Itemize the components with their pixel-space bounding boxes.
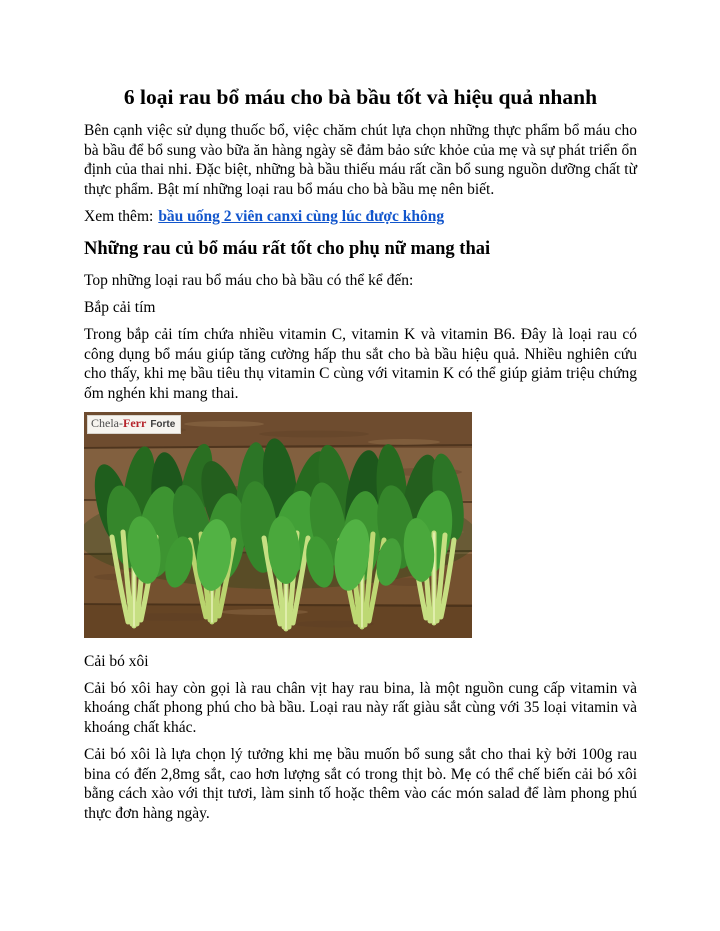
watermark-prefix: Chela- [91, 416, 123, 430]
watermark-label [87, 415, 181, 434]
section-heading: Những rau củ bổ máu rất tốt cho phụ nữ mang thai [84, 239, 491, 259]
see-more-link[interactable]: bầu uống 2 viên canxi cùng lúc được không [158, 208, 445, 225]
article-image [84, 412, 472, 638]
list-intro: Top những loại rau bổ máu cho bà bầu có thể kể đến: [84, 272, 414, 289]
watermark-brand: Ferr [123, 416, 147, 430]
item-name-bap-cai-tim: Bắp cải tím [84, 298, 156, 316]
item-name-cai-bo-xoi: Cải bó xôi [84, 653, 149, 670]
spinach-photo [84, 412, 472, 638]
item-description-bap-cai-tim: Trong bắp cải tím chứa nhiều vitamin C, vitamin K và vitamin B6. Đây là loại rau có công dụng bổ máu giúp tăng cường hấp thu sắt cho bà bầu hiệu quả. Nhiều nghiên cứu cho thấy, khi mẹ bầu tiêu thụ vitamin C cùng với vitamin K có thể giúp giảm triệu chứng ốm nghén khi mang thai. [84, 326, 637, 402]
see-more-line [84, 207, 637, 227]
intro-paragraph: Bên cạnh việc sử dụng thuốc bổ, việc chăm chút lựa chọn những thực phẩm bổ máu cho bà bầu để bổ sung vào bữa ăn hàng ngày sẽ đảm bảo sức khỏe của mẹ và sự phát triển ổn định của thai nhi. Đặc biệt, những bà bầu thiếu máu rất cần bổ sung nguồn dưỡng chất từ thực phẩm. Bật mí những loại rau bổ máu cho bà bầu mẹ nên biết. [84, 122, 637, 198]
article-title: 6 loại rau bổ máu cho bà bầu tốt và hiệu quả nhanh [123, 85, 598, 109]
see-more-label: Xem thêm: [84, 208, 154, 225]
item-description-cai-bo-xoi-1: Cải bó xôi hay còn gọi là rau chân vịt hay rau bina, là một nguồn cung cấp vitamin và khoáng chất phong phú cho bà bầu. Loại rau này rất giàu sắt cùng với 35 loại vitamin và khoáng chất khác. [84, 679, 637, 736]
watermark-suffix: Forte [150, 419, 176, 430]
item-description-cai-bo-xoi-2: Cải bó xôi là lựa chọn lý tưởng khi mẹ bầu muốn bổ sung sắt cho thai kỳ bởi 100g rau bina có đến 2,8mg sắt, cao hơn lượng sắt có trong thịt bò. Mẹ có thể chế biến cải bó xôi bằng cách xào với thịt tươi, làm sinh tố hoặc thêm vào các món salad để làm phong phú thực đơn hàng ngày. [84, 746, 637, 822]
